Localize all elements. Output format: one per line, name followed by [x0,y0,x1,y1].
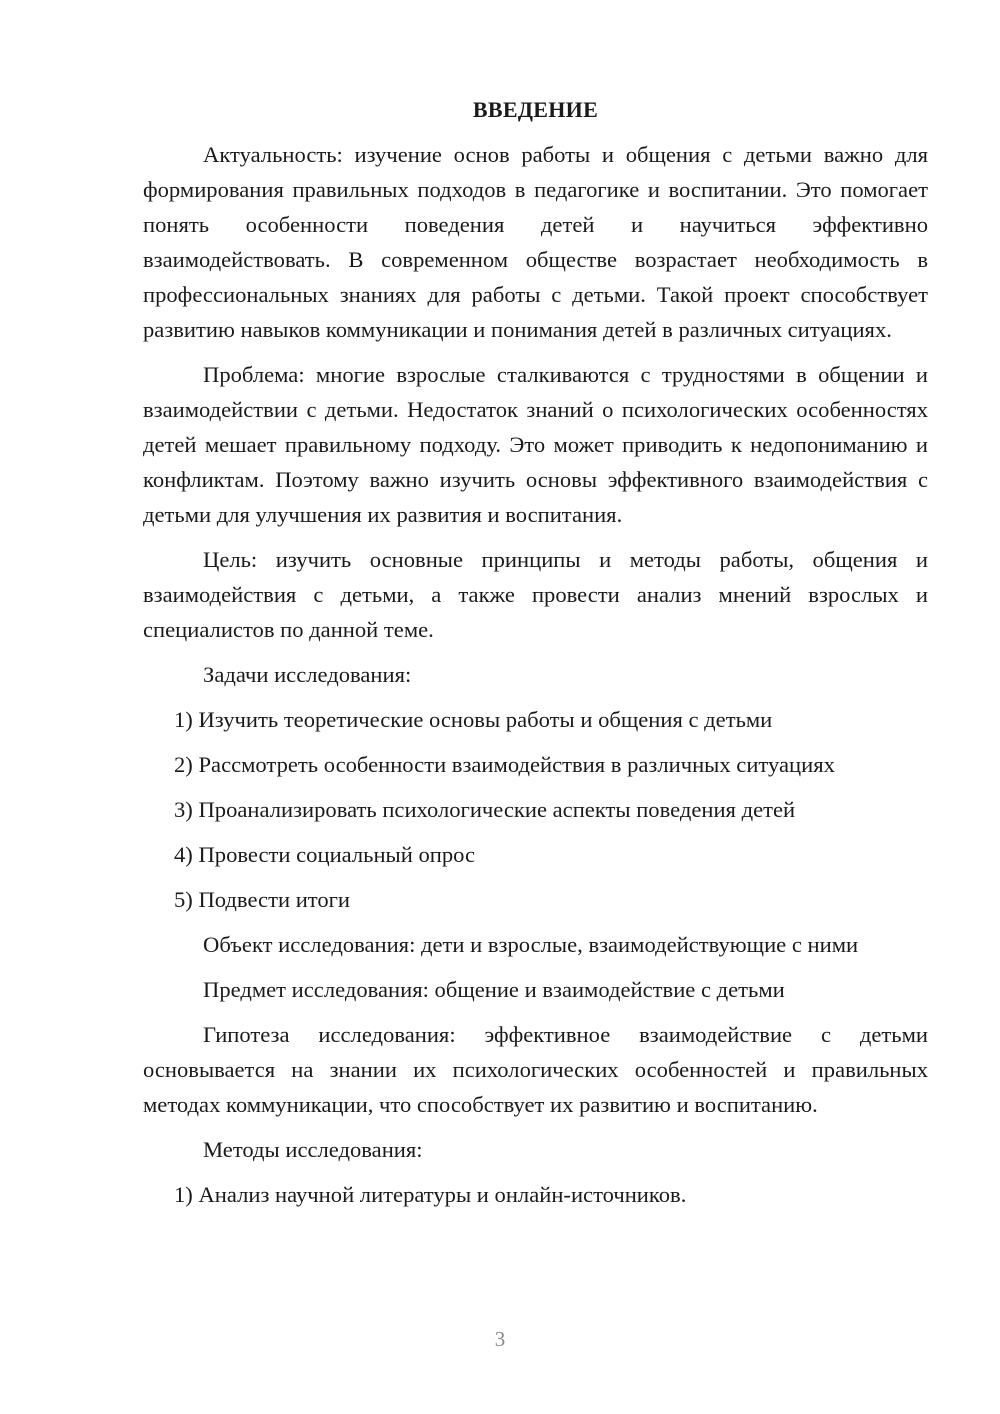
problem-paragraph: Проблема: многие взрослые сталкиваются с трудностями в общении и взаимодействии с детьми. Недостаток знаний о психологических особенностях детей мешает правильному подходу. Это может приводить к недопониманию и конфликтам. Поэтому важно изучить основы эффективного взаимодействия с детьми для улучшения их развития и воспитания. [143,362,928,527]
section-heading: ВВЕДЕНИЕ [472,97,599,122]
task-item-3: 3) Проанализировать психологические аспекты поведения детей [174,797,796,822]
methods-title: Методы исследования: [203,1137,423,1162]
page-number: 3 [494,1327,506,1351]
task-item-2: 2) Рассмотреть особенности взаимодействия в различных ситуациях [174,752,835,777]
relevance-paragraph: Актуальность: изучение основ работы и общения с детьми важно для формирования правильных подходов в педагогике и воспитании. Это помогает понять особенности поведения детей и научиться эффективно взаимодействовать. В современном обществе возрастает необходимость в профессиональных знаниях для работы с детьми. Такой проект способствует развитию навыков коммуникации и понимания детей в различных ситуациях. [143,142,928,342]
research-subject: Предмет исследования: общение и взаимодействие с детьми [203,977,785,1002]
research-object: Объект исследования: дети и взрослые, взаимодействующие с ними [203,932,859,957]
goal-paragraph: Цель: изучить основные принципы и методы работы, общения и взаимодействия с детьми, а также провести анализ мнений взрослых и специалистов по данной теме. [143,547,928,642]
document-body [143,92,928,1222]
task-item-1: 1) Изучить теоретические основы работы и общения с детьми [174,707,773,732]
hypothesis-paragraph: Гипотеза исследования: эффективное взаимодействие с детьми основывается на знании их психологических особенностей и правильных методах коммуникации, что способствует их развитию и воспитанию. [143,1022,928,1117]
tasks-title: Задачи исследования: [203,662,412,687]
task-item-5: 5) Подвести итоги [174,887,351,912]
method-item-1: 1) Анализ научной литературы и онлайн-источников. [174,1182,687,1207]
task-item-4: 4) Провести социальный опрос [174,842,476,867]
